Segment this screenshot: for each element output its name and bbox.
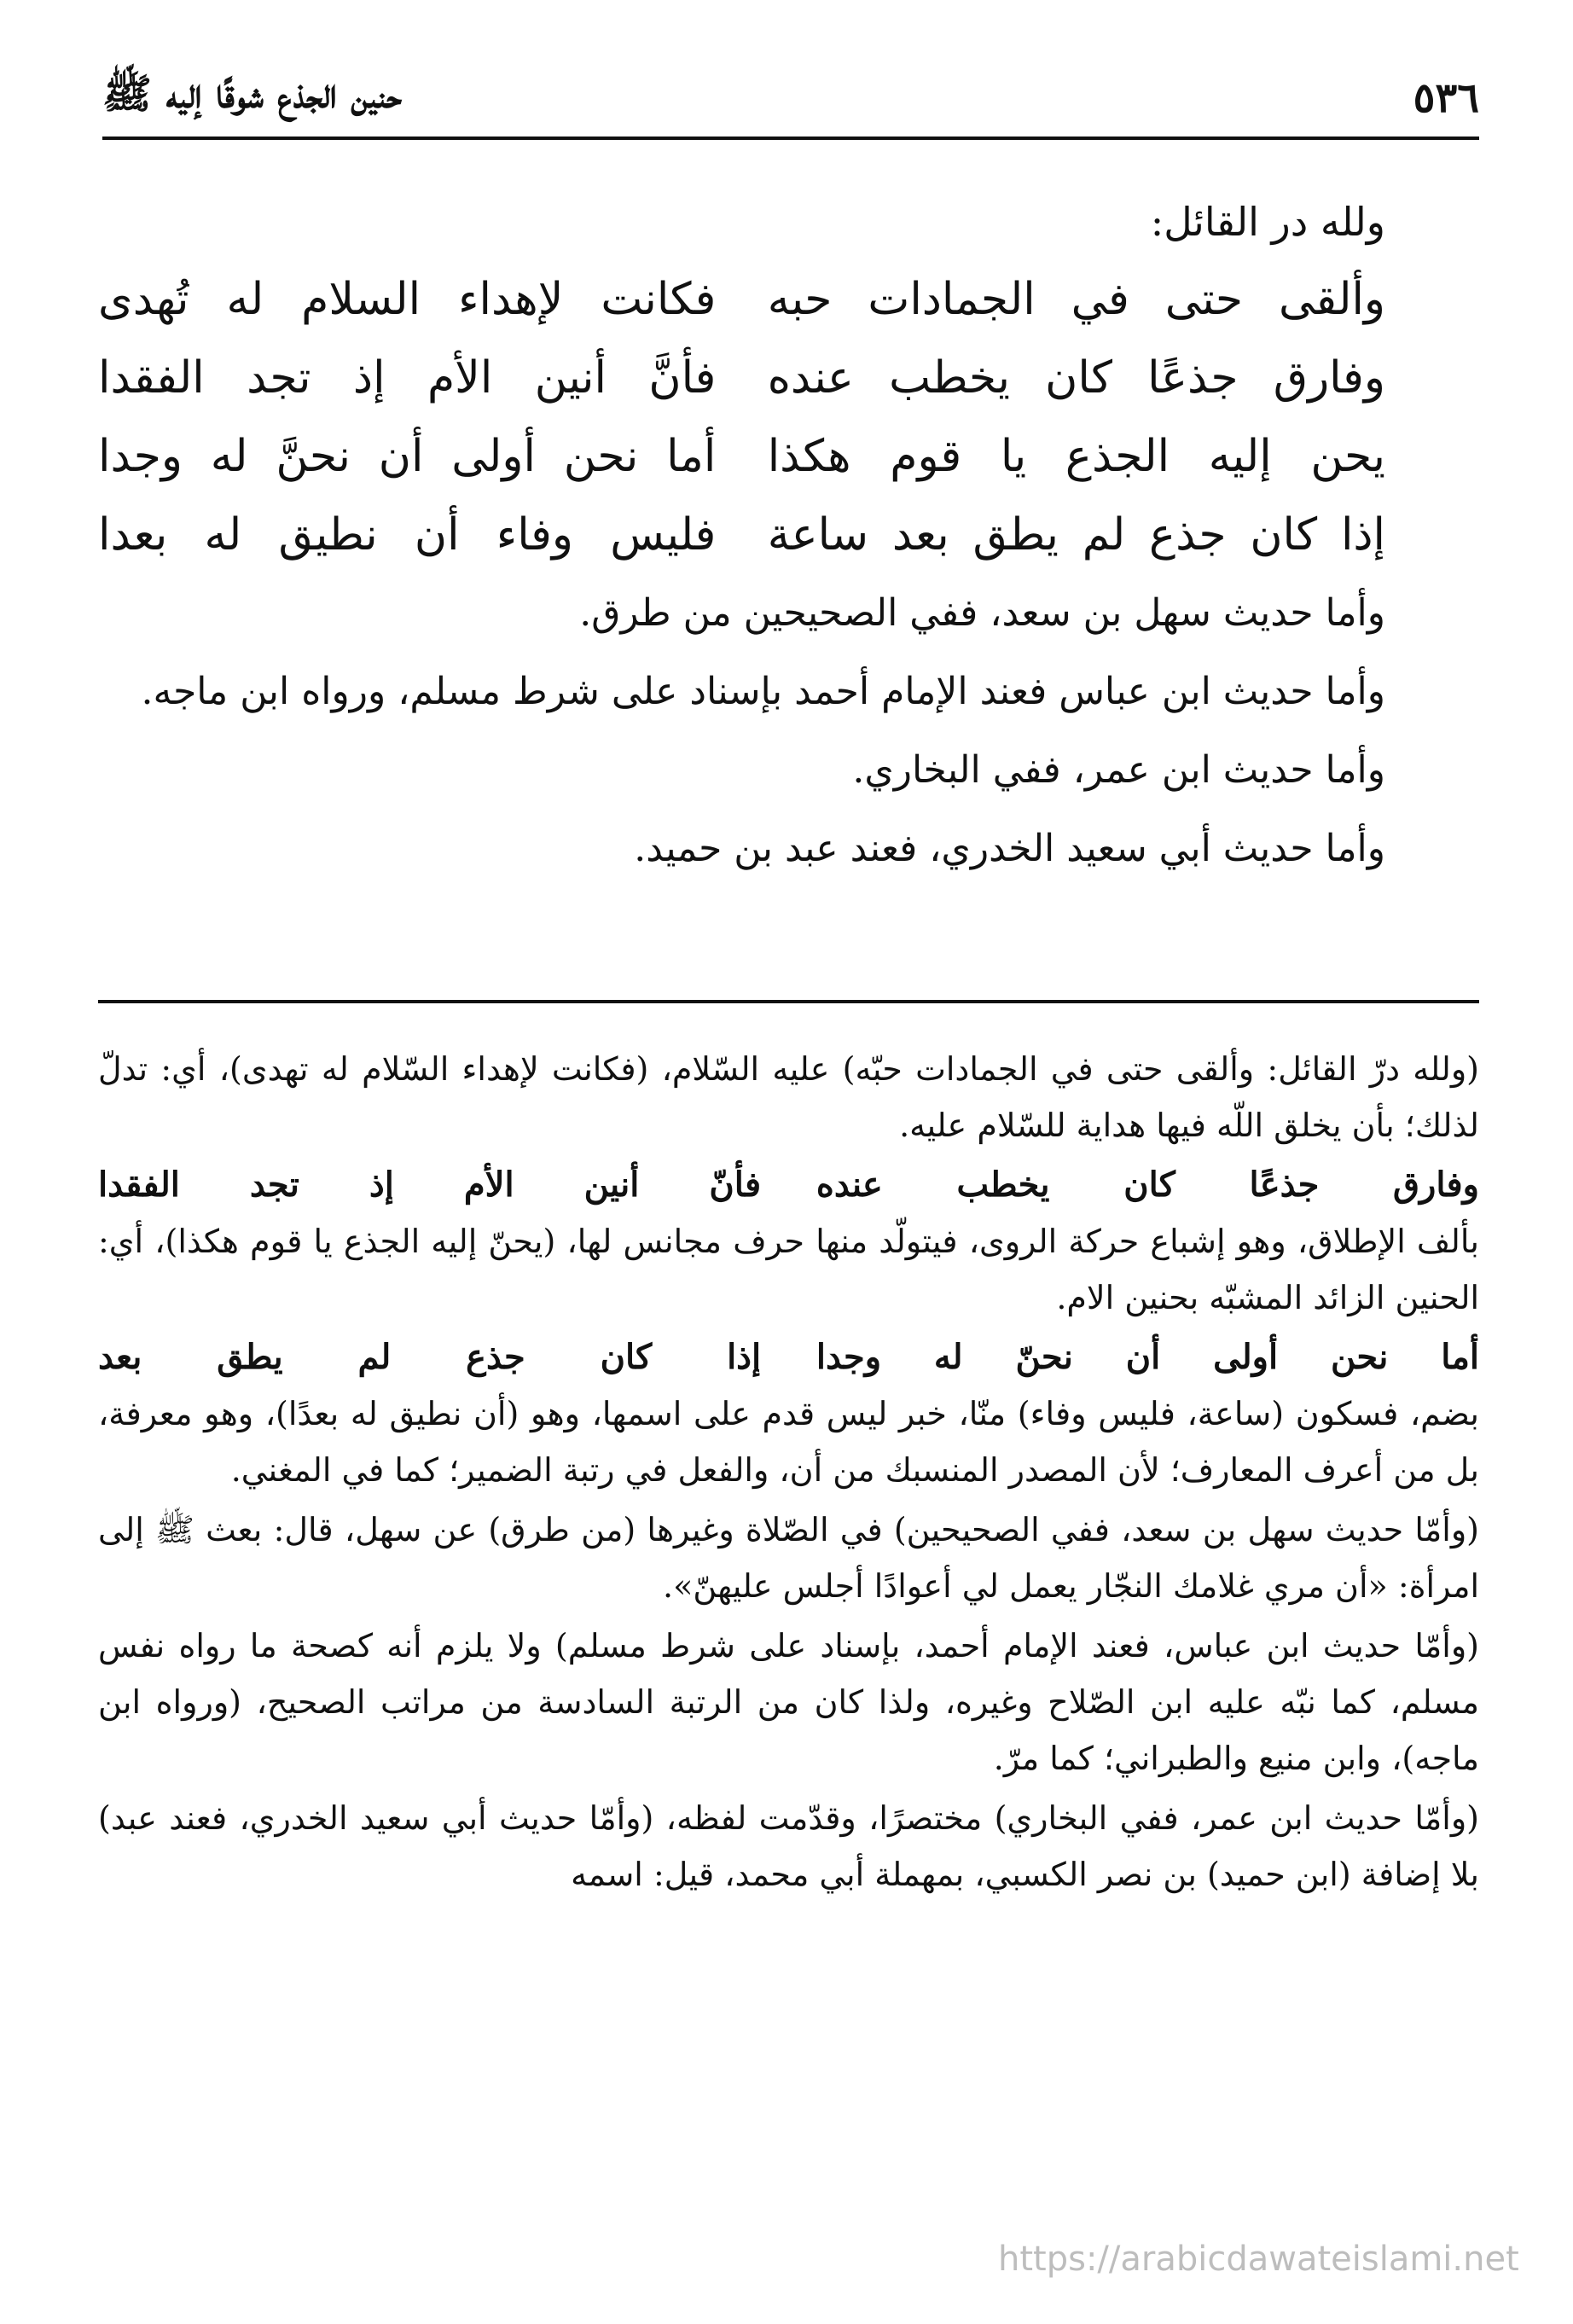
verse-row [98, 339, 1385, 417]
verse-second-hemistich: أما نحن أولى أن نحنَّ له وجدا [98, 431, 717, 482]
main-paragraphs [98, 574, 1471, 888]
commentary-paragraph: بألف الإطلاق، وهو إشباع حركة الروى، فيتولّد منها حرف مجانس لها، (يحنّ إليه الجذع يا قوم هكذا)، أي: الحنين الزائد المشبّه بحنين الام. [98, 1223, 1479, 1316]
commentary-paragraph: (وأمّا حديث سهل بن سعد، ففي الصحيحين) في الصّلاة وغيرها (من طرق) عن سهل، قال: بعث ﷺ إلى امرأة: «أن مري غلامك النجّار يعمل لي أعوادًا أجلس عليهنّ». [98, 1511, 1479, 1605]
main-paragraph: وأما حديث ابن عمر، ففي البخاري. [852, 748, 1385, 792]
verse-second-hemistich: فليس وفاء أن نطيق له بعدا [98, 509, 717, 561]
verse-second-hemistich: فأنّ أنين الأم إذ تجد الفقدا [98, 1165, 762, 1205]
page-header [102, 60, 1479, 140]
verse-first-hemistich: إذا كان جذع لم يطق بعد ساعة [767, 509, 1385, 561]
intro-line: ولله در القائل: [1150, 199, 1385, 245]
verse-first-hemistich: وفارق جذعًا كان يخطب عنده [816, 1165, 1479, 1205]
watermark-url: https://arabicdawateislami.net [998, 2240, 1519, 2279]
commentary-paragraph: (ولله درّ القائل: وألقى حتى في الجمادات حبّه) عليه السّلام، (فكانت لإهداء السّلام له تهدى)، أي: تدلّ لذلك؛ بأن يخلق اللّه فيها هداية للسّلام عليه. [98, 1050, 1479, 1144]
commentary-paragraph: (وأمّا حديث ابن عباس، فعند الإمام أحمد، بإسناد على شرط مسلم) ولا يلزم أنه كصحة ما رواه نفس مسلم، كما نبّه عليه ابن الصّلاح وغيره، ولذا كان من الرتبة السادسة من مراتب الصحيح، (ورواه ابن ماجه)، وابن منيع والطبراني؛ كما مرّ. [98, 1627, 1479, 1777]
verse-second-hemistich: فأنَّ أنين الأم إذ تجد الفقدا [98, 352, 717, 404]
commentary-verse-row [98, 1157, 1479, 1213]
commentary-paragraph: (وأمّا حديث ابن عمر، ففي البخاري) مختصرًا، وقدّمت لفظه، (وأمّا حديث أبي سعيد الخدري، فعند عبد) بلا إضافة (ابن حميد) بن نصر الكسبي، بمهملة أبي محمد، قيل: اسمه [98, 1799, 1479, 1893]
main-paragraph: وأما حديث سهل بن سعد، ففي الصحيحين من طرق. [579, 591, 1385, 635]
footnote-divider [98, 1000, 1479, 1003]
running-title: حنين الجذع شوقًا إليه ﷺ [102, 69, 403, 118]
verse-first-hemistich: يحن إليه الجذع يا قوم هكذا [767, 431, 1385, 482]
verse-row [98, 260, 1385, 339]
verse-first-hemistich: أما نحن أولى أن نحنّ له وجدا [816, 1337, 1479, 1377]
commentary [98, 1041, 1479, 1906]
main-text [98, 183, 1385, 888]
verse-row [98, 417, 1385, 496]
main-paragraph: وأما حديث أبي سعيد الخدري، فعند عبد بن حميد. [634, 827, 1385, 870]
page-number: ٥٣٦ [1413, 74, 1479, 122]
commentary-paragraph: بضم، فسكون (ساعة، فليس وفاء) منّا، خبر ليس قدم على اسمها، وهو (أن نطيق له بعدًا)، وهو معرفة، بل من أعرف المعارف؛ لأن المصدر المنسبك من أن، والفعل في رتبة الضمير؛ كما في المغني. [98, 1395, 1479, 1489]
verse-second-hemistich: إذا كان جذع لم يطق بعد [98, 1337, 762, 1377]
verse-second-hemistich: فكانت لإهداء السلام له تُهدى [98, 274, 717, 325]
commentary-verse-row [98, 1329, 1479, 1386]
main-paragraph: وأما حديث ابن عباس فعند الإمام أحمد بإسناد على شرط مسلم، ورواه ابن ماجه. [141, 670, 1385, 713]
verse-first-hemistich: وفارق جذعًا كان يخطب عنده [767, 352, 1385, 404]
verse-row [98, 496, 1385, 574]
verse-first-hemistich: وألقى حتى في الجمادات حبه [767, 274, 1385, 325]
